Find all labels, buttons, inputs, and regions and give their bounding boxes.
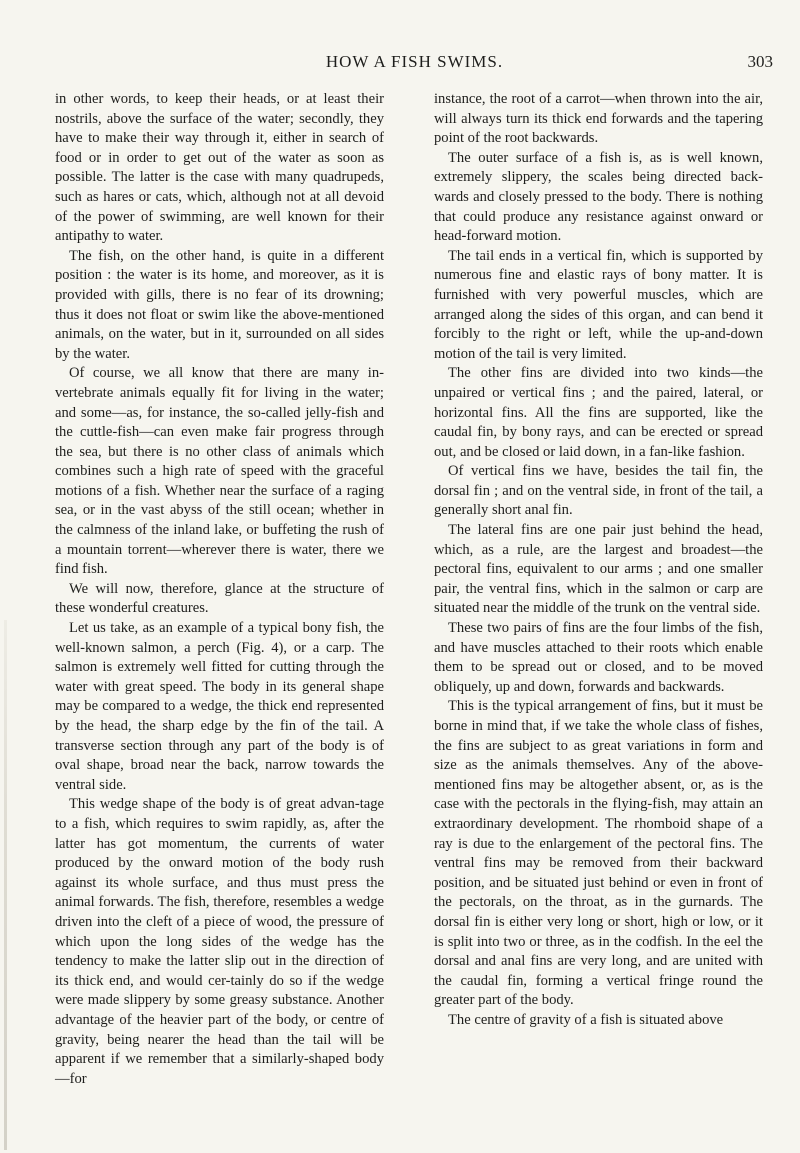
page-header xyxy=(56,52,773,76)
paragraph: These two pairs of fins are the four limbs of the fish, and have muscles attached to their roots which enable them to be spread out or closed, and to be moved obliquely, up and down, forwards and backwards. xyxy=(434,620,763,695)
paragraph: This wedge shape of the body is of great advan-tage to a fish, which requires to swim rapidly, as, after the latter has got momentum, the currents of water produced by the onward motion of the body rush against its whole surface, and thus must press the animal forwards. The fish, therefore, resembles a wedge driven into the cleft of a piece of wood, the pressure of which upon the long sides of the wedge has the tendency to make the latter slip out in the direction of its thick end, and would cer-tainly do so if the wedge were made slippery by some greasy substance. Another advantage of the heavier part of the body, or centre of gravity, being nearer the head than the tail will be apparent if we remember that a similarly-shaped body—for xyxy=(55,796,384,1087)
paragraph: Of course, we all know that there are many in-vertebrate animals equally fit for living in the water; and some—as, for instance, the so-called jelly-fish and the cuttle-fish—can even make fair progress through the sea, but there is no other class of animals which combines such a high rate of speed with the graceful motions of a fish. Whether near the surface of a raging sea, or in the vast abyss of the still ocean; whether in the calmness of the inland lake, or buffeting the rush of a mountain torrent—wherever there is water, there we find fish. xyxy=(55,365,384,578)
page-edge-shadow xyxy=(4,620,7,1150)
page-number: 303 xyxy=(747,52,773,71)
right-column xyxy=(434,90,763,1031)
paragraph: The outer surface of a fish is, as is well known, extremely slippery, the scales being directed back-wards and closely pressed to the body. There is nothing that could produce any resistance against onward or head-forward motion. xyxy=(434,149,763,245)
paragraph: The fish, on the other hand, is quite in a different position : the water is its home, and moreover, as it is provided with gills, there is no fear of its drowning; thus it does not float or swim like the above-mentioned animals, on the water, but in it, surrounded on all sides by the water. xyxy=(55,247,384,362)
paragraph: The other fins are divided into two kinds—the unpaired or vertical fins ; and the paired, lateral, or horizontal fins. All the fins are supported, like the caudal fin, by bony rays, and can be erected or spread out, and be closed or laid down, in a fan-like fashion. xyxy=(434,365,763,460)
paragraph: in other words, to keep their heads, or at least their nostrils, above the surface of the water; secondly, they have to make their way through it, either in search of food or in order to get out of the water as soon as possible. The latter is the case with many quadrupeds, such as hares or cats, which, although not at all devoid of the power of swimming, are well known for their antipathy to water. xyxy=(55,91,384,245)
paragraph: This is the typical arrangement of fins, but it must be borne in mind that, if we take the whole class of fishes, the fins are subject to as great variations in form and size as the animals themselves. Any of the above-mentioned fins may be altogether absent, or, as is the case with the pectorals in the flying-fish, may attain an extraordinary development. The rhomboid shape of a ray is due to the enlargement of the pectoral fins. The ventral fins may be removed from their backward position, and be situated just behind or even in front of the pectorals, on the throat, as in the gurnards. The dorsal fin is either very long or short, high or low, or it is split into two or three, as in the codfish. In the eel the dorsal and anal fins are very long, and are united with the caudal fin, forming a vertical fringe round the greater part of the body. xyxy=(434,698,763,1009)
left-column xyxy=(55,90,384,1089)
paragraph: Let us take, as an example of a typical bony fish, the well-known salmon, a perch (Fig. 4), or a carp. The salmon is extremely well fitted for cutting through the water with great speed. The body in its general shape may be compared to a wedge, the thick end represented by the head, the sharp edge by the fin of the tail. A transverse section through any part of the body is of oval shape, broad near the back, narrow towards the ventral side. xyxy=(55,620,384,793)
running-head: HOW A FISH SWIMS. xyxy=(325,52,504,71)
paragraph: instance, the root of a carrot—when thrown into the air, will always turn its thick end forwards and the tapering point of the root backwards. xyxy=(434,91,763,147)
paragraph: Of vertical fins we have, besides the tail fin, the dorsal fin ; and on the ventral side, in front of the tail, a generally short anal fin. xyxy=(434,463,763,519)
paragraph: The centre of gravity of a fish is situated above xyxy=(448,1011,724,1028)
paragraph: We will now, therefore, glance at the structure of these wonderful creatures. xyxy=(55,580,384,617)
paragraph: The lateral fins are one pair just behind the head, which, as a rule, are the largest and broadest—the pectoral fins, equivalent to our arms ; and one smaller pair, the ventral fins, which in the salmon or carp are situated near the middle of the trunk on the ventral side. xyxy=(434,522,763,617)
paragraph: The tail ends in a vertical fin, which is supported by numerous fine and elastic rays of bony matter. It is furnished with very powerful muscles, which are arranged along the sides of this organ, and can bend it forcibly to the right or left, while the up-and-down motion of the tail is very limited. xyxy=(434,247,763,362)
